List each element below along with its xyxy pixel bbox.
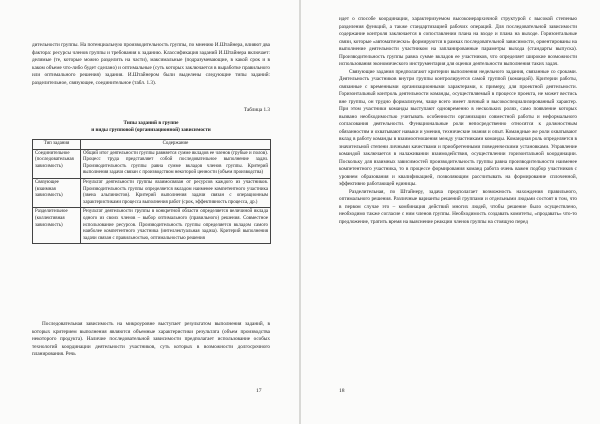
left-top-paragraph	[32, 42, 270, 87]
table-title	[32, 120, 270, 135]
table-title-line1: Типы заданий в группе	[123, 120, 179, 126]
task-content-cell: Результат деятельности группы в конкретной области определяется величиной вклада одного из своих членов – выбор оптимального (правильного) решения. Совместное использование ресурсов. Производительность группы определяется вкладом самого наиболее компетентного участника (интеллектуальная задача). Критерий выполнения задачи связан с правильностью, оптимальностью решения	[81, 208, 271, 244]
page-number: 18	[339, 388, 345, 394]
table-header-cell: Тип задания	[33, 140, 81, 150]
task-types-table	[32, 139, 271, 244]
left-bottom-paragraph	[32, 321, 270, 359]
body-text: дительности группы. На потенциальную производительность группы, по мнению И.Штайнера, влияют два фактора: ресурсы членов группы и требования к заданию. Классификация заданий И.Штайнера включает: делимые (те, которые можно разделить на части), максимальные (подразумевающие, в какой срок и в каком объеме что-либо будет сделано) и оптимальные (суть которых заключается в выработке правильного или оптимального решения) задания. И.Штайнером были выделены следующие типы заданий: разделительное, связующее, соединительное (табл. 1.3).	[32, 42, 270, 86]
task-type-cell: Связующее (взаимная зависимость)	[33, 178, 81, 207]
task-content-cell: Результат деятельности группы взаимосвязан от ресурсов каждого из участников. Производительность группы определяется вкладом наименее компетентного участника (звена альпинистов). Критерий выполнения задачи связан с операционным характеристиками процесса выполнения работ (срок, эффективность процесса, др.)	[81, 178, 271, 207]
task-type-cell: Соединительное (последовательная зависимость)	[33, 149, 81, 178]
table-caption-number: Таблица 1.3	[243, 107, 270, 113]
table-row	[33, 149, 271, 178]
table-header-row	[33, 140, 271, 150]
body-text: Разделительная, по Штайнеру, задача предполагает возможность нахождения правильного, оптимального решения. Различные варианты решений группами и отдельными людьми состоят в том, что в первом случае это – комбинация действий многих людей, чтобы решение было осуществлено, необходимо также согласие с ним членов группы. Необходимость создавать комитеты, «продавать» что-то предложение, тратить время на выяснение реакции членов группы на стоящую перед	[339, 188, 577, 225]
table-row	[33, 208, 271, 244]
task-type-cell: Разделительное (коллективная зависимость)	[33, 208, 81, 244]
left-page	[0, 0, 299, 424]
table-header-cell: Содержание	[81, 140, 271, 150]
right-page	[301, 0, 600, 424]
table-title-line2: и виды групповой (организационной) зависимости	[91, 127, 211, 134]
page-number: 17	[256, 388, 262, 394]
body-text: идет о способе координации, характеризуемом высокоиерархичной структурой с высокой степенью разделения функций, а также стандартизацией рабочих операций. Для последовательной зависимости содержание контроля заключается в сопоставлении плана на входе и плана на выходе. Горизонтальные связи, которые «автоматически» формируются в рамках последовательной зависимости, ориентированы на выполнение деятельности участником на запланированные параметры выхода (стандарты выпуска). Производительность группы равна сумме вкладов ее участников, что определяет широкие возможности использования экономического инструментария для оценки деятельности выполнения таких задач.	[339, 16, 577, 67]
body-text: Последовательная зависимость на микроуровне выступает результатом выполнения заданий, в которых критерием выполнения являются объемные характеристики результата (объем производства некоторого продукта). Наличие последовательной зависимости предполагает использование особых технологий координации деятельности участников, суть которых в возможности долгосрочного планирования. Речь	[32, 321, 270, 357]
table-row	[33, 178, 271, 207]
task-content-cell: Общий итог деятельности группы равняется сумме вкладов ее членов (грубые и полов). Процесс труда представляет собой последовательное выполнение задач. Производительность группы равна сумме вкладов членов группы. Критерий выполнения задачи связан с производством некоторой ценности (объем производства)	[81, 149, 271, 178]
body-text: Связующие задания предполагают критерии выполнения недельного задания, связанные со сроками. Деятельность участников внутри группы контролируется самой группой (командой). Критерии работы, связанные с временными организационными характерами, к примеру, для проектной деятельности. Горизонтальный контроль деятельности команды, осуществляемый в процессе проекта, не может вестись вне группы, он трудно формализуем, чаще всего имеет личный и высокоспециализированный характер. При этом участники команды выступают одновременно в нескольких ролях, само появление которых вызвано необходимостью учитывать особенности организации совместной работы и неформального согласования деятельности. Функциональные роли непосредственно относятся к должностным обязанностям и охватывают навыки и умения, технические знания и опыт. Командные же роли охватывают вклад в работу команды в взаимоотношения между участниками команды. Командная роль определяется в значительной степени личными качествами и приобретенными поведенческими установками. Управление командой заключается в налаживании взаимодействия, осуществлении горизонтальной координации. Поскольку для взаимных зависимостей производительность группы равна производительности наименее компетентного участника, то в процессе формирования команд работа очень важен подбор участников с уровнем образования и квалификацией, позволяющим рассчитывать на формирование сплоченной, эффективно работающей единицы.	[339, 68, 577, 187]
right-text-column	[339, 16, 577, 226]
